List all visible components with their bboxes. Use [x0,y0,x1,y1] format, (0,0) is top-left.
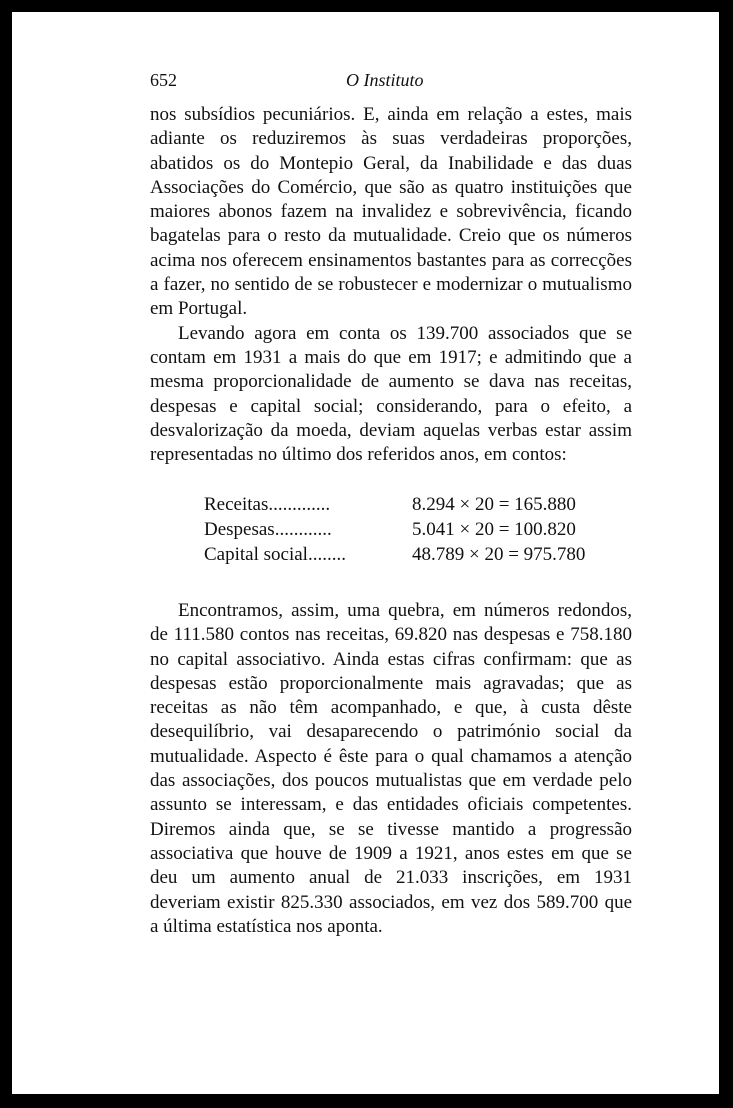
page-number: 652 [150,70,177,90]
row-label: Despesas............ [204,519,332,540]
row-label: Capital social........ [204,544,346,565]
row-calculation: 48.789 × 20 = 975.780 [412,544,586,565]
row-label: Receitas............. [204,494,331,515]
row-calculation: 5.041 × 20 = 100.820 [412,519,576,540]
table-row-receitas [204,492,624,517]
running-title: O Instituto [346,70,424,90]
book-page [12,12,719,1094]
body-text [150,103,632,467]
table-row-capital-social [204,542,624,567]
paragraph-continuation: nos subsídios pecuniários. E, ainda em relação a estes, mais adiante os reduziremos às suas verdadeiras proporções, abatidos os do Montepio Geral, da Inabilidade e das duas Associações do Comércio, que são as quatro instituições que maiores abonos fazem na invalidez e sobrevivência, ficando bagatelas para o resto da mutualidade. Creio que os números acima nos oferecem ensinamentos bastantes para as correcções a fazer, no sentido de se robustecer e modernizar o mutualismo em Portugal. [150,104,632,320]
table-row-despesas [204,517,624,542]
page-header [150,70,630,96]
row-calculation: 8.294 × 20 = 165.880 [412,494,576,515]
figures-table [204,492,624,567]
paragraph-associates: Levando agora em conta os 139.700 associados que se contam em 1931 a mais do que em 1917; e admitindo que a mesma proporcionalidade de aumento se dava nas receitas, despesas e capital social; considerando, para o efeito, a desvalorização da moeda, deviam aquelas verbas estar assim representadas no último dos referidos anos, em contos: [150,322,632,466]
closing-text [150,599,632,939]
paragraph-conclusion: Encontramos, assim, uma quebra, em números redondos, de 111.580 contos nas receitas, 69.820 nas despesas e 758.180 no capital associativo. Ainda estas cifras confirmam: que as despesas estão proporcionalmente mais agravadas; que as receitas as não têm acompanhado, e que, à custa dêste desequilíbrio, vai desaparecendo o património social da mutualidade. Aspecto é êste para o qual chamamos a atenção das associações, dos poucos mutualistas que em verdade pelo assunto se interessam, e das entidades oficiais competentes. Diremos ainda que, se se tivesse mantido a progressão associativa que houve de 1909 a 1921, anos estes em que se deu um aumento anual de 21.033 inscrições, em 1931 deveriam existir 825.330 associados, em vez dos 589.700 que a última estatística nos aponta. [150,600,632,937]
